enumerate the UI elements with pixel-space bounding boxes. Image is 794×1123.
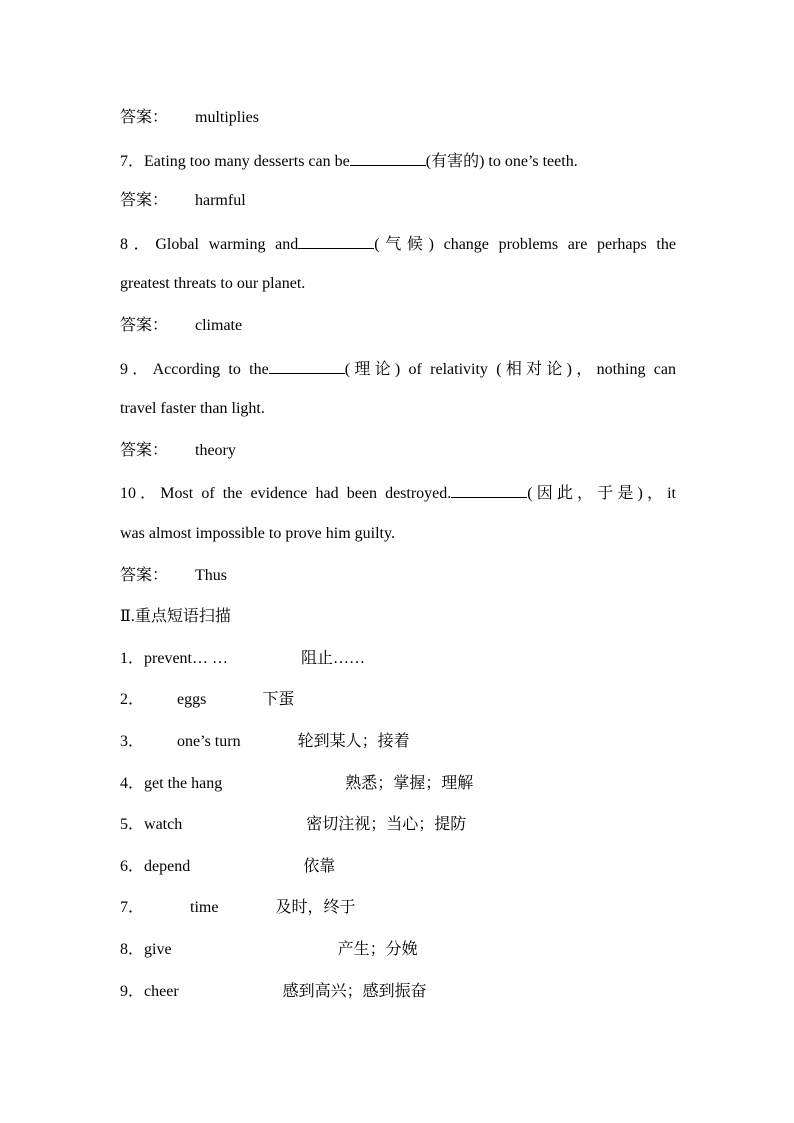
answer-6	[120, 108, 676, 128]
question-number: 8．	[120, 236, 156, 253]
question-7	[120, 150, 676, 172]
phrase-number: 7．	[120, 899, 145, 916]
phrase-chinese: 轮到某人；接着	[297, 733, 410, 750]
phrase-chinese: 阻止……	[301, 650, 366, 667]
question-10	[120, 482, 676, 504]
phrase-item	[120, 732, 676, 752]
phrase-number: 2．	[120, 691, 145, 708]
answer-text: Thus	[195, 567, 227, 584]
answer-blank	[451, 482, 527, 498]
phrase-english: one’s turn	[177, 733, 241, 750]
phrase-item	[120, 982, 676, 1002]
phrase-english: eggs	[177, 691, 207, 708]
answer-8	[120, 316, 676, 336]
answer-7	[120, 191, 676, 211]
question-text: (气候) change problems are perhaps the	[374, 236, 676, 253]
answer-text: theory	[195, 442, 236, 459]
phrase-number: 1．	[120, 650, 145, 667]
phrase-english: watch	[144, 816, 183, 833]
question-text: (因此，于是)，it	[527, 485, 676, 502]
phrase-number: 3．	[120, 733, 145, 750]
question-8-line-2	[120, 274, 676, 294]
answer-text: harmful	[195, 192, 246, 209]
question-text: greatest threats to our planet.	[120, 275, 306, 292]
question-text: Eating too many desserts can be	[144, 153, 350, 170]
answer-blank	[269, 358, 345, 374]
phrase-number: 8．	[120, 941, 145, 958]
phrase-english: depend	[144, 858, 191, 875]
phrase-number: 5．	[120, 816, 145, 833]
phrase-english: give	[144, 941, 172, 958]
question-number: 9．	[120, 361, 153, 378]
question-text: (有害的) to one’s teeth.	[425, 153, 578, 170]
phrase-item	[120, 774, 676, 794]
phrase-chinese: 感到高兴；感到振奋	[282, 983, 427, 1000]
answer-label: 答案：	[120, 567, 169, 584]
phrase-item	[120, 815, 676, 835]
phrase-chinese: 产生；分娩	[337, 941, 418, 958]
answer-label: 答案：	[120, 442, 169, 459]
question-10-line-2	[120, 524, 676, 544]
answer-blank	[350, 150, 426, 166]
phrase-english: get the hang	[144, 775, 223, 792]
phrase-number: 6．	[120, 858, 145, 875]
phrase-english: cheer	[144, 983, 179, 1000]
phrase-item	[120, 857, 676, 877]
question-9	[120, 358, 676, 380]
phrase-item	[120, 649, 676, 669]
phrase-item	[120, 690, 676, 710]
question-text: was almost impossible to prove him guilty.	[120, 525, 395, 542]
phrase-chinese: 密切注视；当心；提防	[306, 816, 467, 833]
phrase-chinese: 及时，终于	[275, 899, 356, 916]
question-number: 10．	[120, 485, 161, 502]
question-text: According to the	[152, 361, 269, 378]
phrase-english: prevent… …	[144, 650, 228, 667]
answer-blank	[298, 233, 374, 249]
question-text: Most of the evidence had been destroyed.	[160, 485, 452, 502]
question-9-line-2	[120, 399, 676, 419]
phrase-item	[120, 940, 676, 960]
answer-label: 答案：	[120, 109, 169, 126]
question-text: travel faster than light.	[120, 400, 265, 417]
question-number: 7．	[120, 153, 145, 170]
section-title: Ⅱ.重点短语扫描	[120, 608, 231, 625]
question-text: Global warming and	[155, 236, 299, 253]
answer-text: multiplies	[195, 109, 259, 126]
phrase-chinese: 依靠	[303, 858, 336, 875]
phrase-item	[120, 898, 676, 918]
question-text: (理论) of relativity (相对论)，nothing can	[344, 361, 676, 378]
question-8	[120, 233, 676, 255]
phrase-chinese: 熟悉；掌握；理解	[345, 775, 474, 792]
answer-label: 答案：	[120, 317, 169, 334]
phrase-chinese: 下蛋	[262, 691, 295, 708]
phrase-english: time	[190, 899, 219, 916]
answer-9	[120, 441, 676, 461]
phrase-number: 4．	[120, 775, 145, 792]
answer-label: 答案：	[120, 192, 169, 209]
answer-10	[120, 566, 676, 586]
phrase-number: 9．	[120, 983, 145, 1000]
answer-text: climate	[195, 317, 243, 334]
